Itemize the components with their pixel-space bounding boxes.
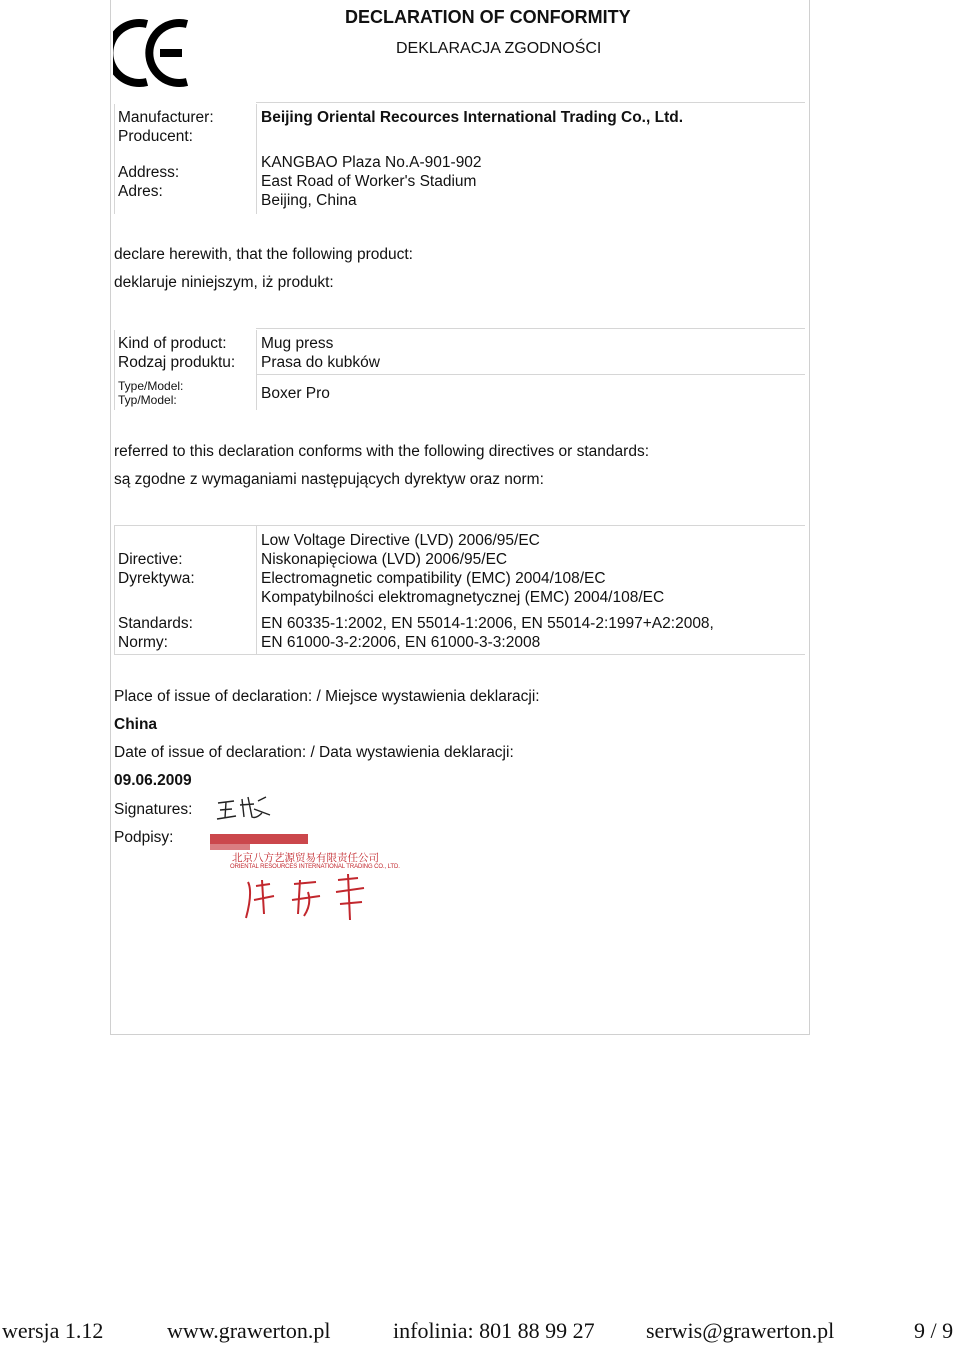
divider <box>256 525 257 655</box>
standard-line: EN 60335-1:2002, EN 55014-1:2006, EN 55014-2:1997+A2:2008, <box>261 615 714 632</box>
footer-version: wersja 1.12 <box>2 1318 104 1343</box>
divider <box>114 104 115 214</box>
date-of-issue-value: 09.06.2009 <box>114 772 192 789</box>
kind-label-pl: Rodzaj produktu: <box>118 354 236 371</box>
declaration-title: DECLARATION OF CONFORMITY <box>345 7 631 27</box>
divider <box>256 330 257 410</box>
company-stamp <box>208 830 400 930</box>
directive-label-en: Directive: <box>118 551 183 568</box>
product-kind-pl: Prasa do kubków <box>261 354 380 371</box>
declare-text-en: declare herewith, that the following product: <box>114 246 413 263</box>
divider <box>114 525 805 526</box>
divider <box>256 328 805 329</box>
declaration-subtitle: DEKLARACJA ZGODNOŚCI <box>396 40 602 57</box>
manufacturer-value: Beijing Oriental Recources International Trading Co., Ltd. <box>261 109 684 126</box>
standards-label-en: Standards: <box>118 615 193 632</box>
divider <box>114 330 115 410</box>
divider <box>256 374 805 375</box>
model-label-en: Type/Model: <box>118 379 184 393</box>
conforms-text-pl: są zgodne z wymaganiami następujących dyrektyw oraz norm: <box>114 471 544 488</box>
declare-text-pl: deklaruje niniejszym, iż produkt: <box>114 274 334 291</box>
footer-hotline: infolinia: 801 88 99 27 <box>393 1318 595 1343</box>
place-of-issue-label: Place of issue of declaration: / Miejsce wystawienia deklaracji: <box>114 688 540 705</box>
signatures-label-en: Signatures: <box>114 801 193 818</box>
producent-label: Producent: <box>118 128 193 145</box>
standards-label-pl: Normy: <box>118 634 168 651</box>
directive-line: Electromagnetic compatibility (EMC) 2004/108/EC <box>261 570 606 587</box>
product-kind-en: Mug press <box>261 335 334 352</box>
directive-line: Kompatybilności elektromagnetycznej (EMC) 2004/108/EC <box>261 589 665 606</box>
address-line: East Road of Worker's Stadium <box>261 173 477 190</box>
stamp-english-line: ORIENTAL RESOURCES INTERNATIONAL TRADING CO., LTD. <box>230 864 400 870</box>
standard-line: EN 61000-3-2:2006, EN 61000-3-3:2008 <box>261 634 541 651</box>
stamp-chinese-line: 北京八方艺源贸易有限责任公司 <box>232 852 379 864</box>
ce-mark-logo <box>113 18 191 88</box>
address-line: KANGBAO Plaza No.A-901-902 <box>261 154 482 171</box>
product-model: Boxer Pro <box>261 385 330 402</box>
conforms-text-en: referred to this declaration conforms with the following directives or standards: <box>114 443 649 460</box>
date-of-issue-label: Date of issue of declaration: / Data wystawienia deklaracji: <box>114 744 514 761</box>
kind-label-en: Kind of product: <box>118 335 227 352</box>
adres-label: Adres: <box>118 183 163 200</box>
divider <box>114 654 805 655</box>
footer-page-number: 9 / 9 <box>914 1318 954 1343</box>
footer-email[interactable]: serwis@grawerton.pl <box>646 1318 835 1343</box>
divider <box>256 104 257 214</box>
directive-line: Low Voltage Directive (LVD) 2006/95/EC <box>261 532 540 549</box>
divider <box>114 525 115 655</box>
address-label: Address: <box>118 164 180 181</box>
handwritten-signature <box>214 793 274 823</box>
directive-line: Niskonapięciowa (LVD) 2006/95/EC <box>261 551 508 568</box>
manufacturer-label: Manufacturer: <box>118 109 214 126</box>
place-of-issue-value: China <box>114 716 158 733</box>
stamp-graphic <box>208 830 383 930</box>
divider <box>256 102 805 103</box>
model-label-pl: Typ/Model: <box>118 393 177 407</box>
directive-label-pl: Dyrektywa: <box>118 570 195 587</box>
footer-website[interactable]: www.grawerton.pl <box>167 1318 331 1343</box>
signatures-label-pl: Podpisy: <box>114 829 174 846</box>
address-line: Beijing, China <box>261 192 357 209</box>
